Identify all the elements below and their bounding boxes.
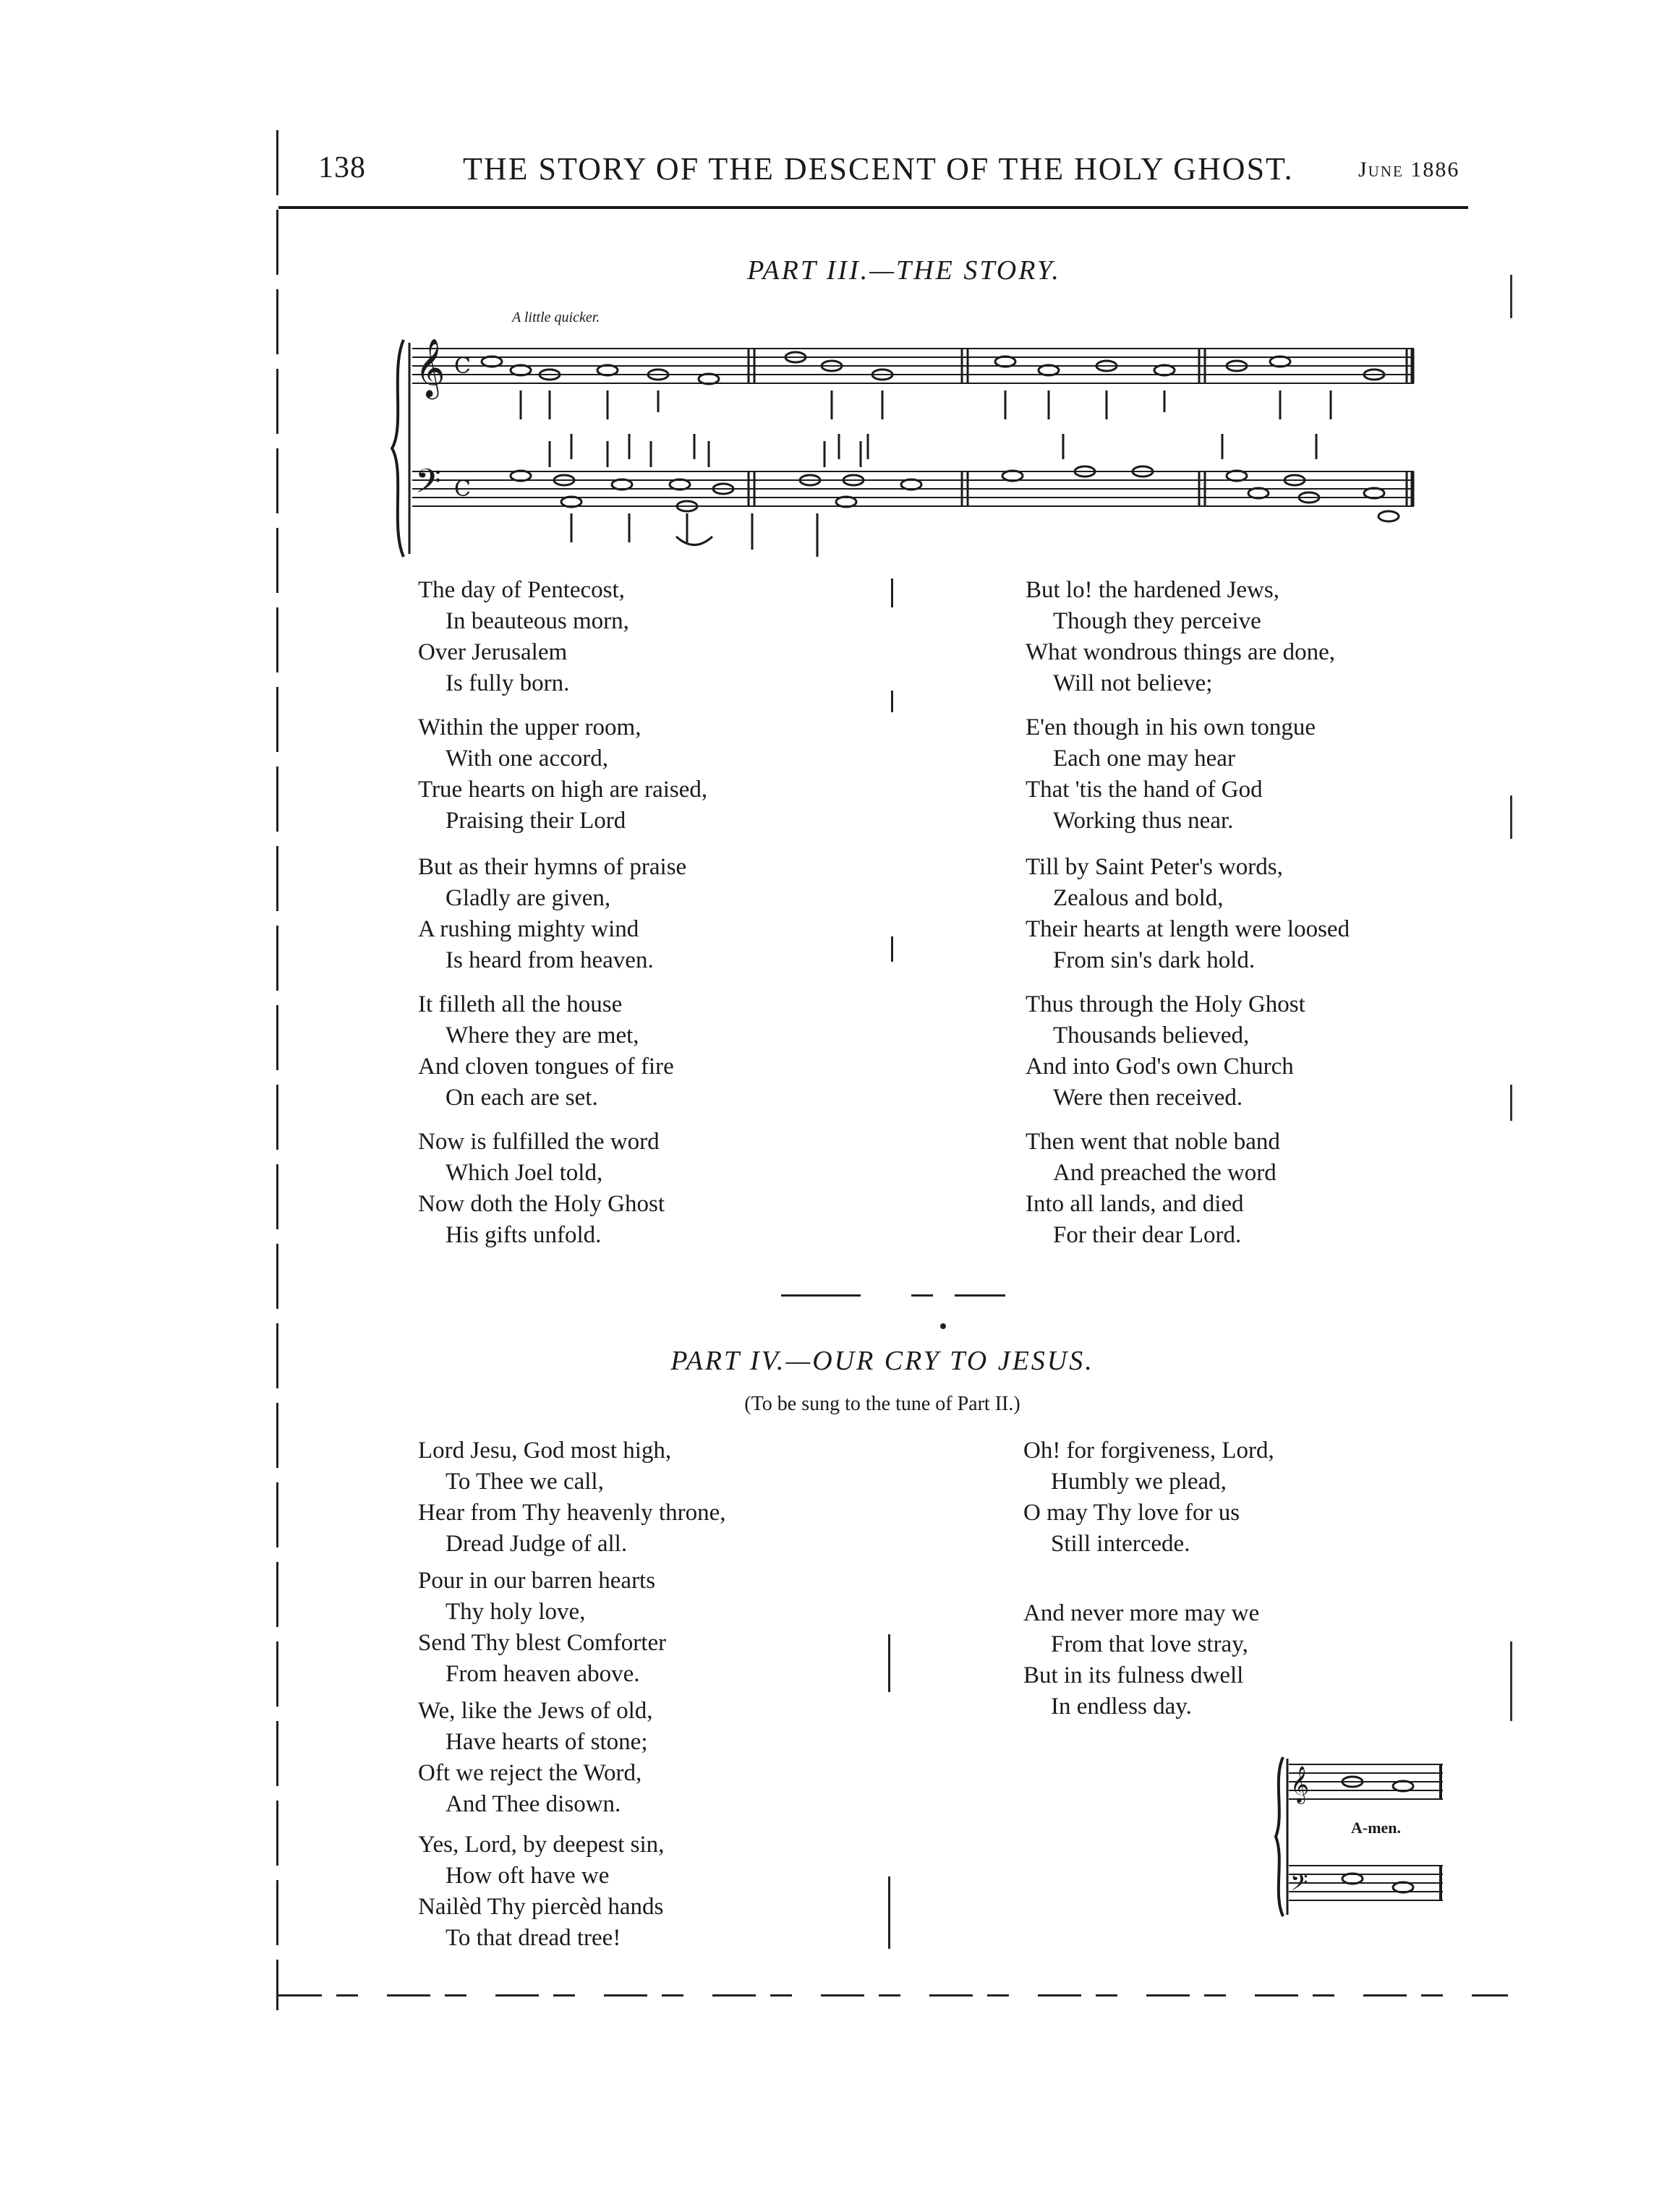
verse-line: But lo! the hardened Jews,: [1026, 577, 1279, 603]
separator-dot: [940, 1323, 946, 1329]
verse-line: Each one may hear: [1053, 746, 1235, 772]
verse-line: Still intercede.: [1051, 1531, 1190, 1557]
verse-line: To that dread tree!: [446, 1925, 621, 1951]
verse-line: In endless day.: [1051, 1694, 1192, 1720]
verse-line: Nailèd Thy piercèd hands: [418, 1894, 664, 1920]
verse-line: From that love stray,: [1051, 1631, 1248, 1657]
part3-stanza-r4: [1026, 989, 1305, 1114]
svg-text:C: C: [454, 354, 471, 379]
svg-text:𝄞: 𝄞: [1290, 1766, 1310, 1803]
tune-note: (To be sung to the tune of Part II.): [744, 1393, 1020, 1415]
svg-text:𝄞: 𝄞: [415, 338, 446, 397]
part3-stanza-r5: [1026, 1127, 1280, 1251]
verse-line: Praising their Lord: [446, 808, 626, 834]
verse-line: From heaven above.: [446, 1661, 640, 1687]
part3-stanza-r1: [1026, 575, 1335, 699]
tempo-marking: A little quicker.: [512, 309, 600, 325]
part4-stanza-l2: [418, 1566, 666, 1690]
verse-line: Will not believe;: [1053, 670, 1213, 696]
verse-line: Now is fulfilled the word: [418, 1129, 660, 1155]
section-separator: [781, 1294, 861, 1297]
verse-line: A rushing mighty wind: [418, 916, 639, 942]
verse-line: Lord Jesu, God most high,: [418, 1438, 672, 1464]
verse-line: And never more may we: [1023, 1600, 1260, 1626]
part4-heading: PART IV.—OUR CRY TO JESUS.: [670, 1346, 1094, 1376]
verse-line: Send Thy blest Comforter: [418, 1630, 667, 1656]
part3-stanza-l2: [418, 712, 707, 837]
column-divider: [888, 1876, 890, 1949]
verse-line: But as their hymns of praise: [418, 854, 687, 880]
verse-line: Till by Saint Peter's words,: [1026, 854, 1283, 880]
verse-line: From sin's dark hold.: [1053, 947, 1256, 973]
verse-line: Thy holy love,: [446, 1599, 586, 1625]
svg-text:C: C: [454, 477, 471, 502]
verse-line: Gladly are given,: [446, 885, 611, 911]
verse-line: Thus through the Holy Ghost: [1026, 991, 1305, 1017]
column-divider: [891, 936, 893, 962]
part3-stanza-l1: [418, 575, 629, 699]
part3-stanza-l5: [418, 1127, 665, 1251]
verse-line: The day of Pentecost,: [418, 577, 625, 603]
verse-line: And preached the word: [1053, 1160, 1277, 1186]
page-right-edge-mark: [1510, 1085, 1512, 1121]
verse-line: We, like the Jews of old,: [418, 1698, 653, 1724]
verse-line: What wondrous things are done,: [1026, 639, 1335, 665]
part4-stanza-r1: [1023, 1435, 1274, 1560]
page-right-edge-mark: [1510, 1641, 1512, 1721]
part3-stanza-r3: [1026, 852, 1350, 976]
verse-line: Zealous and bold,: [1053, 885, 1224, 911]
running-title: THE STORY OF THE DESCENT OF THE HOLY GHOST.: [463, 151, 1294, 187]
part4-stanza-r2: [1023, 1598, 1259, 1722]
part3-heading: PART III.—THE STORY.: [747, 255, 1061, 286]
verse-line: Their hearts at length were loosed: [1026, 916, 1350, 942]
verse-line: Thousands believed,: [1053, 1022, 1250, 1049]
amen-lyric: A-men.: [1351, 1819, 1402, 1837]
music-score: [391, 325, 1418, 571]
part3-stanza-r2: [1026, 712, 1316, 837]
verse-line: How oft have we: [446, 1863, 610, 1889]
svg-text:𝄢: 𝄢: [1290, 1869, 1308, 1901]
part3-stanza-l4: [418, 989, 674, 1114]
verse-line: Now doth the Holy Ghost: [418, 1191, 665, 1217]
verse-line: Into all lands, and died: [1026, 1191, 1244, 1217]
verse-line: To Thee we call,: [446, 1469, 604, 1495]
verse-line: True hearts on high are raised,: [418, 777, 708, 803]
section-separator: [911, 1294, 933, 1297]
page-right-edge-mark: [1510, 795, 1512, 839]
page-right-edge-mark: [1510, 275, 1512, 318]
verse-line: E'en though in his own tongue: [1026, 714, 1316, 740]
verse-line: Within the upper room,: [418, 714, 642, 740]
verse-line: Were then received.: [1053, 1085, 1243, 1111]
header-rule: [278, 206, 1468, 209]
part4-stanza-l3: [418, 1696, 653, 1820]
verse-line: On each are set.: [446, 1085, 598, 1111]
verse-line: Have hearts of stone;: [446, 1729, 648, 1755]
column-divider: [888, 1634, 890, 1692]
verse-line: And cloven tongues of fire: [418, 1054, 674, 1080]
column-divider: [891, 691, 893, 712]
verse-line: But in its fulness dwell: [1023, 1662, 1244, 1688]
verse-line: Dread Judge of all.: [446, 1531, 628, 1557]
verse-line: With one accord,: [446, 746, 608, 772]
verse-line: Over Jerusalem: [418, 639, 568, 665]
verse-line: It filleth all the house: [418, 991, 623, 1017]
verse-line: Then went that noble band: [1026, 1129, 1280, 1155]
section-separator: [955, 1294, 1005, 1297]
verse-line: And into God's own Church: [1026, 1054, 1294, 1080]
page-number: 138: [318, 151, 366, 184]
verse-line: Oh! for forgiveness, Lord,: [1023, 1438, 1274, 1464]
verse-line: Though they perceive: [1053, 608, 1261, 634]
verse-line: Pour in our barren hearts: [418, 1568, 656, 1594]
verse-line: O may Thy love for us: [1023, 1500, 1240, 1526]
verse-line: Is heard from heaven.: [446, 947, 654, 973]
verse-line: Yes, Lord, by deepest sin,: [418, 1832, 665, 1858]
issue-date: June 1886: [1358, 158, 1460, 182]
part4-stanza-l4: [418, 1829, 664, 1954]
verse-line: In beauteous morn,: [446, 608, 629, 634]
column-divider: [891, 578, 893, 607]
verse-line: That 'tis the hand of God: [1026, 777, 1263, 803]
part4-stanza-l1: [418, 1435, 726, 1560]
verse-line: For their dear Lord.: [1053, 1222, 1242, 1248]
verse-line: His gifts unfold.: [446, 1222, 602, 1248]
verse-line: And Thee disown.: [446, 1791, 621, 1817]
treble-staff: [412, 349, 1414, 383]
page-left-edge: [276, 130, 278, 2010]
svg-text:𝄢: 𝄢: [415, 462, 442, 509]
verse-line: Oft we reject the Word,: [418, 1760, 642, 1786]
part3-stanza-l3: [418, 852, 686, 976]
verse-line: Working thus near.: [1053, 808, 1234, 834]
verse-line: Is fully born.: [446, 670, 570, 696]
verse-line: Which Joel told,: [446, 1160, 603, 1186]
verse-line: Humbly we plead,: [1051, 1469, 1227, 1495]
footer-rule: [278, 1994, 1508, 1997]
verse-line: Hear from Thy heavenly throne,: [418, 1500, 726, 1526]
verse-line: Where they are met,: [446, 1022, 639, 1049]
